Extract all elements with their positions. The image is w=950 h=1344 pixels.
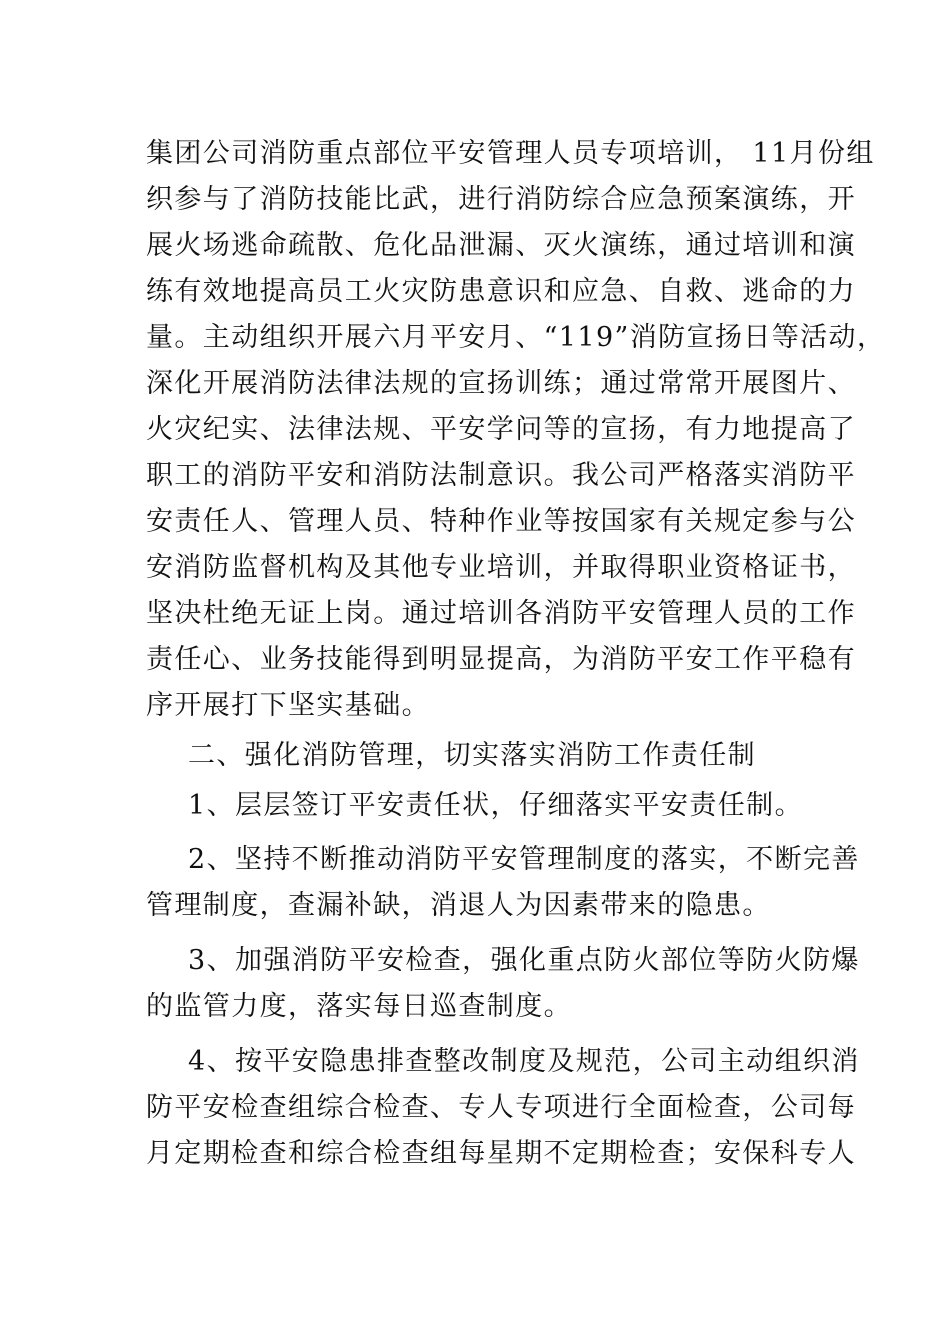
text-line: 火灾纪实、法律法规、平安学问等的宣扬，有力地提高了 <box>146 414 856 445</box>
list-item: 2、坚持不断推动消防平安管理制度的落实，不断完善 <box>188 844 860 875</box>
text-line: 安责任人、管理人员、特种作业等按国家有关规定参与公 <box>146 506 856 537</box>
text-line: 织参与了消防技能比武，进行消防综合应急预案演练，开 <box>146 184 856 215</box>
text-line: 序开展打下坚实基础。 <box>146 690 430 721</box>
text-line: 责任心、业务技能得到明显提高，为消防平安工作平稳有 <box>146 644 856 675</box>
section-heading: 二、强化消防管理，切实落实消防工作责任制 <box>188 740 756 771</box>
text-line: 深化开展消防法律法规的宣扬训练；通过常常开展图片、 <box>146 368 856 399</box>
list-item: 4、按平安隐患排查整改制度及规范，公司主动组织消 <box>188 1046 860 1077</box>
list-item: 1、层层签订平安责任状，仔细落实平安责任制。 <box>188 790 803 821</box>
list-item: 3、加强消防平安检查，强化重点防火部位等防火防爆 <box>188 945 860 976</box>
text-line: 坚决杜绝无证上岗。通过培训各消防平安管理人员的工作 <box>146 598 856 629</box>
text-line: 展火场逃命疏散、危化品泄漏、灭火演练，通过培训和演 <box>146 230 856 261</box>
text-line: 管理制度，查漏补缺，消退人为因素带来的隐患。 <box>146 890 771 921</box>
text-line: 的监管力度，落实每日巡查制度。 <box>146 991 572 1022</box>
text-line: 集团公司消防重点部位平安管理人员专项培训， 11月份组 <box>146 138 875 169</box>
text-line: 职工的消防平安和消防法制意识。我公司严格落实消防平 <box>146 460 856 491</box>
text-line: 练有效地提高员工火灾防患意识和应急、自救、逃命的力 <box>146 276 856 307</box>
text-line: 安消防监督机构及其他专业培训，并取得职业资格证书， <box>146 552 856 583</box>
text-line: 月定期检查和综合检查组每星期不定期检查；安保科专人 <box>146 1138 856 1169</box>
text-line: 量。主动组织开展六月平安月、“119”消防宣扬日等活动， <box>146 322 886 353</box>
text-line: 防平安检查组综合检查、专人专项进行全面检查，公司每 <box>146 1092 856 1123</box>
